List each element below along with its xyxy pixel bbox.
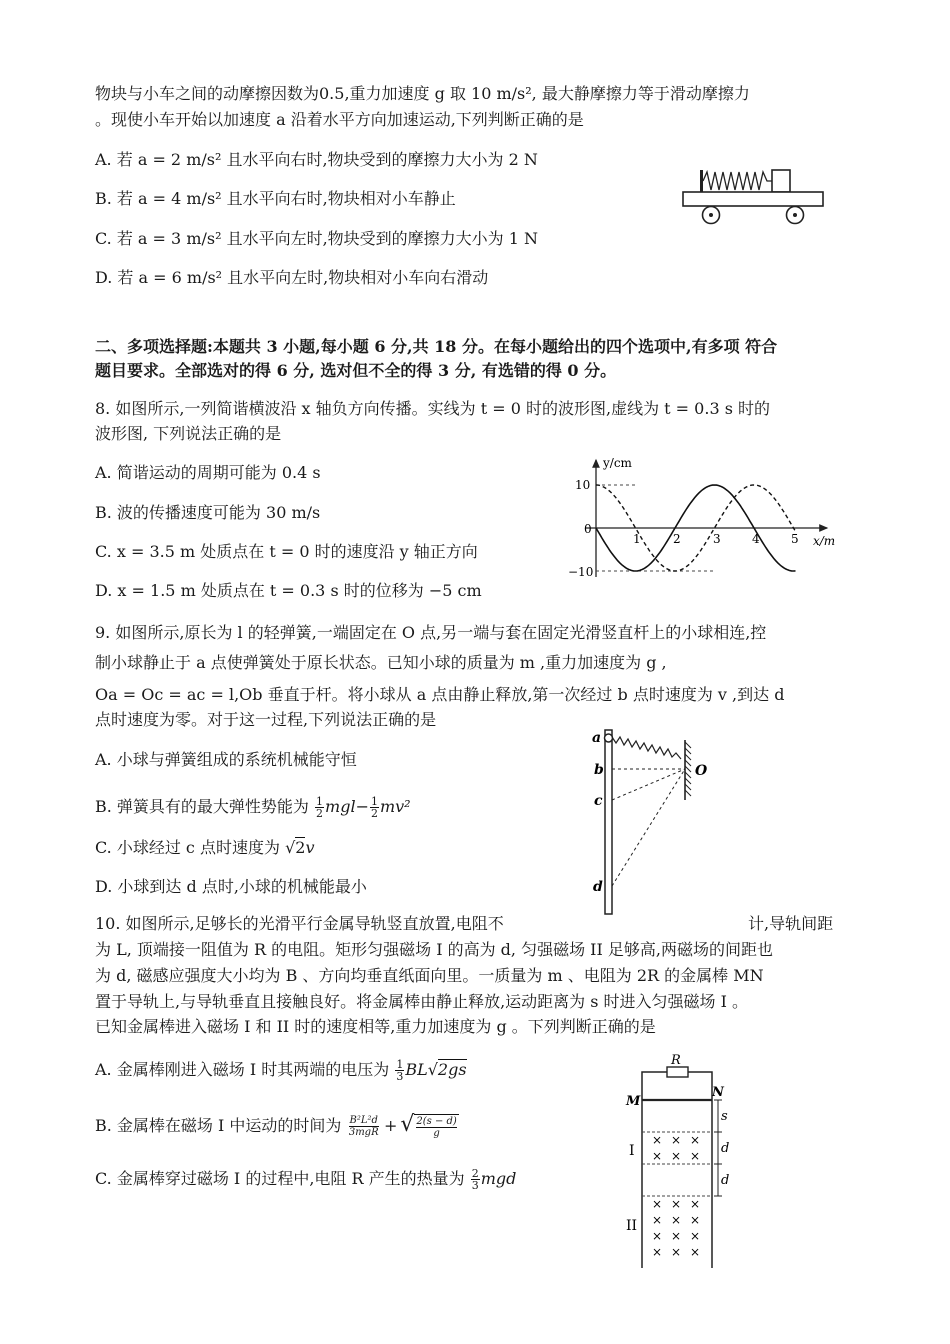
fraction: $\frac{2(s - d)}{g}$ <box>416 1116 457 1139</box>
svg-text:×: × <box>652 1245 663 1259</box>
q10-option-a: A. 金属棒刚进入磁场 I 时其两端的电压为 $\frac{1}{3}$ BL√2gs <box>95 1058 467 1083</box>
section2-heading-line2: 题目要求。全部选对的得 6 分, 选对但不全的得 3 分, 有选错的得 0 分。 <box>95 361 617 380</box>
point-c-label: c <box>594 793 603 809</box>
origin-label: 0 <box>584 522 592 536</box>
svg-text:×: × <box>671 1213 682 1227</box>
q10-stem-line2: 为 L, 顶端接一阻值为 R 的电阻。矩形匀强磁场 I 的高为 d, 匀强磁场 II 足够高,两磁场的间距也 <box>95 940 773 959</box>
q7-stem-line2: 。现使小车开始以加速度 a 沿着水平方向加速运动,下列判断正确的是 <box>95 110 584 129</box>
q8-option-b: B. 波的传播速度可能为 30 m/s <box>95 503 321 522</box>
q7-option-c: C. 若 a = 3 m/s² 且水平向左时,物块受到的摩擦力大小为 1 N <box>95 229 539 248</box>
svg-text:×: × <box>671 1229 682 1243</box>
svg-text:×: × <box>671 1197 682 1211</box>
cart-wall <box>700 170 703 192</box>
q7-stem-line1: 物块与小车之间的动摩擦因数为0.5,重力加速度 g 取 10 m/s², 最大静摩擦力等于滑动摩擦力 <box>95 84 750 103</box>
q9-stem-line2: 制小球静止于 a 点使弹簧处于原长状态。已知小球的质量为 m ,重力加速度为 g , <box>95 653 667 672</box>
vertical-rod <box>605 730 612 914</box>
point-o-label: O <box>695 763 708 779</box>
point-a-label: a <box>592 730 602 746</box>
field-i-label: I <box>629 1143 635 1159</box>
q9-option-a: A. 小球与弹簧组成的系统机械能守恒 <box>95 750 357 769</box>
q9-option-b-text: B. 弹簧具有的最大弹性势能为 <box>95 797 315 816</box>
q7-option-a: A. 若 a = 2 m/s² 且水平向右时,物块受到的摩擦力大小为 2 N <box>95 150 538 169</box>
rod-spring-figure <box>585 728 735 918</box>
svg-text:×: × <box>652 1133 663 1147</box>
point-b-label: b <box>594 762 604 778</box>
spring-icon <box>612 737 681 759</box>
q8-option-d: D. x = 1.5 m 处质点在 t = 0.3 s 时的位移为 −5 cm <box>95 581 482 600</box>
y-tick-minus10: −10 <box>568 565 594 579</box>
oc-line <box>612 769 685 800</box>
fraction: $\frac{1}{2}$ <box>370 795 378 820</box>
fraction: $\frac{2}{3}$ <box>471 1167 479 1192</box>
cart-body <box>683 192 823 206</box>
q7-option-d: D. 若 a = 6 m/s² 且水平向左时,物块相对小车向右滑动 <box>95 268 489 287</box>
q9-stem-line3: Oa = Oc = ac = l,Ob 垂直于杆。将小球从 a 点由静止释放,第一次经过 b 点时速度为 v ,到达 d <box>95 685 785 704</box>
svg-text:×: × <box>690 1213 701 1227</box>
svg-text:×: × <box>671 1133 682 1147</box>
fraction: $\frac{1}{2}$ <box>316 795 324 820</box>
resistor-icon <box>667 1067 688 1077</box>
svg-text:×: × <box>671 1245 682 1259</box>
q10-option-b: B. 金属棒在磁场 I 中运动的时间为 B²L²d 3mgR + √ $\frac{2(s - d)}{g}$ <box>95 1112 457 1139</box>
x-tick-5: 5 <box>791 532 799 546</box>
dim-s-label: s <box>721 1109 728 1124</box>
q7-option-b: B. 若 a = 4 m/s² 且水平向右时,物块相对小车静止 <box>95 189 456 208</box>
q8-option-a: A. 简谐运动的周期可能为 0.4 s <box>95 463 321 482</box>
q10-stem-line4: 置于导轨上,与导轨垂直且接触良好。将金属棒由静止释放,运动距离为 s 时进入匀强磁场 I 。 <box>95 992 749 1011</box>
rail-magnetic-field-figure <box>620 1053 745 1273</box>
svg-text:×: × <box>652 1149 663 1163</box>
svg-text:×: × <box>690 1229 701 1243</box>
q8-option-c: C. x = 3.5 m 处质点在 t = 0 时的速度沿 y 轴正方向 <box>95 542 478 561</box>
spring-icon <box>703 172 772 190</box>
q8-stem-line2: 波形图, 下列说法正确的是 <box>95 424 282 443</box>
field-ii-label: II <box>626 1218 638 1234</box>
ball <box>605 734 613 742</box>
od-line <box>612 769 685 886</box>
svg-text:×: × <box>690 1133 701 1147</box>
q9-stem-line4: 点时速度为零。对于这一过程,下列说法正确的是 <box>95 710 437 729</box>
q10-stem-line1b: 计,导轨间距 <box>748 914 834 933</box>
q10-stem-line1a: 10. 如图所示,足够长的光滑平行金属导轨竖直放置,电阻不 <box>95 914 504 933</box>
q9-option-b: B. 弹簧具有的最大弹性势能为 $\frac{1}{2}$ mgl− $\frac{1}{2}$ mv² <box>95 795 411 820</box>
label-m: M <box>626 1094 641 1109</box>
svg-text:×: × <box>652 1197 663 1211</box>
q10-option-c: C. 金属棒穿过磁场 I 的过程中,电阻 R 产生的热量为 $\frac{2}{3}$ mgd <box>95 1167 517 1192</box>
resistor-label: R <box>671 1053 681 1068</box>
x-tick-4: 4 <box>752 532 760 546</box>
q9-option-d: D. 小球到达 d 点时,小球的机械能最小 <box>95 877 367 896</box>
q8-stem-line1: 8. 如图所示,一列简谐横波沿 x 轴负方向传播。实线为 t = 0 时的波形图,虚线为 t = 0.3 s 时的 <box>95 399 771 418</box>
wave-figure <box>565 455 840 585</box>
y-tick-10: 10 <box>575 478 591 492</box>
dim-d1-label: d <box>721 1141 730 1156</box>
q9-option-c: C. 小球经过 c 点时速度为 √2v <box>95 838 315 857</box>
label-n: N <box>712 1085 724 1100</box>
svg-text:×: × <box>690 1149 701 1163</box>
svg-text:×: × <box>690 1245 701 1259</box>
q9-stem-line1: 9. 如图所示,原长为 l 的轻弹簧,一端固定在 O 点,另一端与套在固定光滑竖直杆上的小球相连,控 <box>95 623 767 642</box>
fraction: $\frac{1}{3}$ <box>396 1058 404 1083</box>
x-tick-2: 2 <box>673 532 681 546</box>
q10-stem-line3: 为 d, 磁感应强度大小均为 B 、方向均垂直纸面向里。一质量为 m 、电阻为 2R 的金属棒 MN <box>95 966 764 985</box>
svg-text:×: × <box>652 1213 663 1227</box>
block <box>772 170 790 192</box>
x-axis-label: x/m <box>813 534 836 548</box>
x-tick-1: 1 <box>633 532 641 546</box>
section2-heading-line1: 二、多项选择题:本题共 3 小题,每小题 6 分,共 18 分。在每小题给出的四个选项中,有多项 符合 <box>95 337 778 356</box>
x-tick-3: 3 <box>713 532 721 546</box>
point-d-label: d <box>593 879 603 895</box>
fraction: B²L²d 3mgR <box>348 1115 379 1138</box>
cart-spring-figure <box>678 162 828 232</box>
top-wire <box>642 1072 667 1080</box>
dim-d2-label: d <box>721 1173 730 1188</box>
svg-text:×: × <box>671 1149 682 1163</box>
y-axis-label: y/cm <box>603 456 632 470</box>
q10-stem-line5: 已知金属棒进入磁场 I 和 II 时的速度相等,重力加速度为 g 。下列判断正确的是 <box>95 1017 656 1036</box>
svg-text:×: × <box>690 1197 701 1211</box>
svg-text:×: × <box>652 1229 663 1243</box>
